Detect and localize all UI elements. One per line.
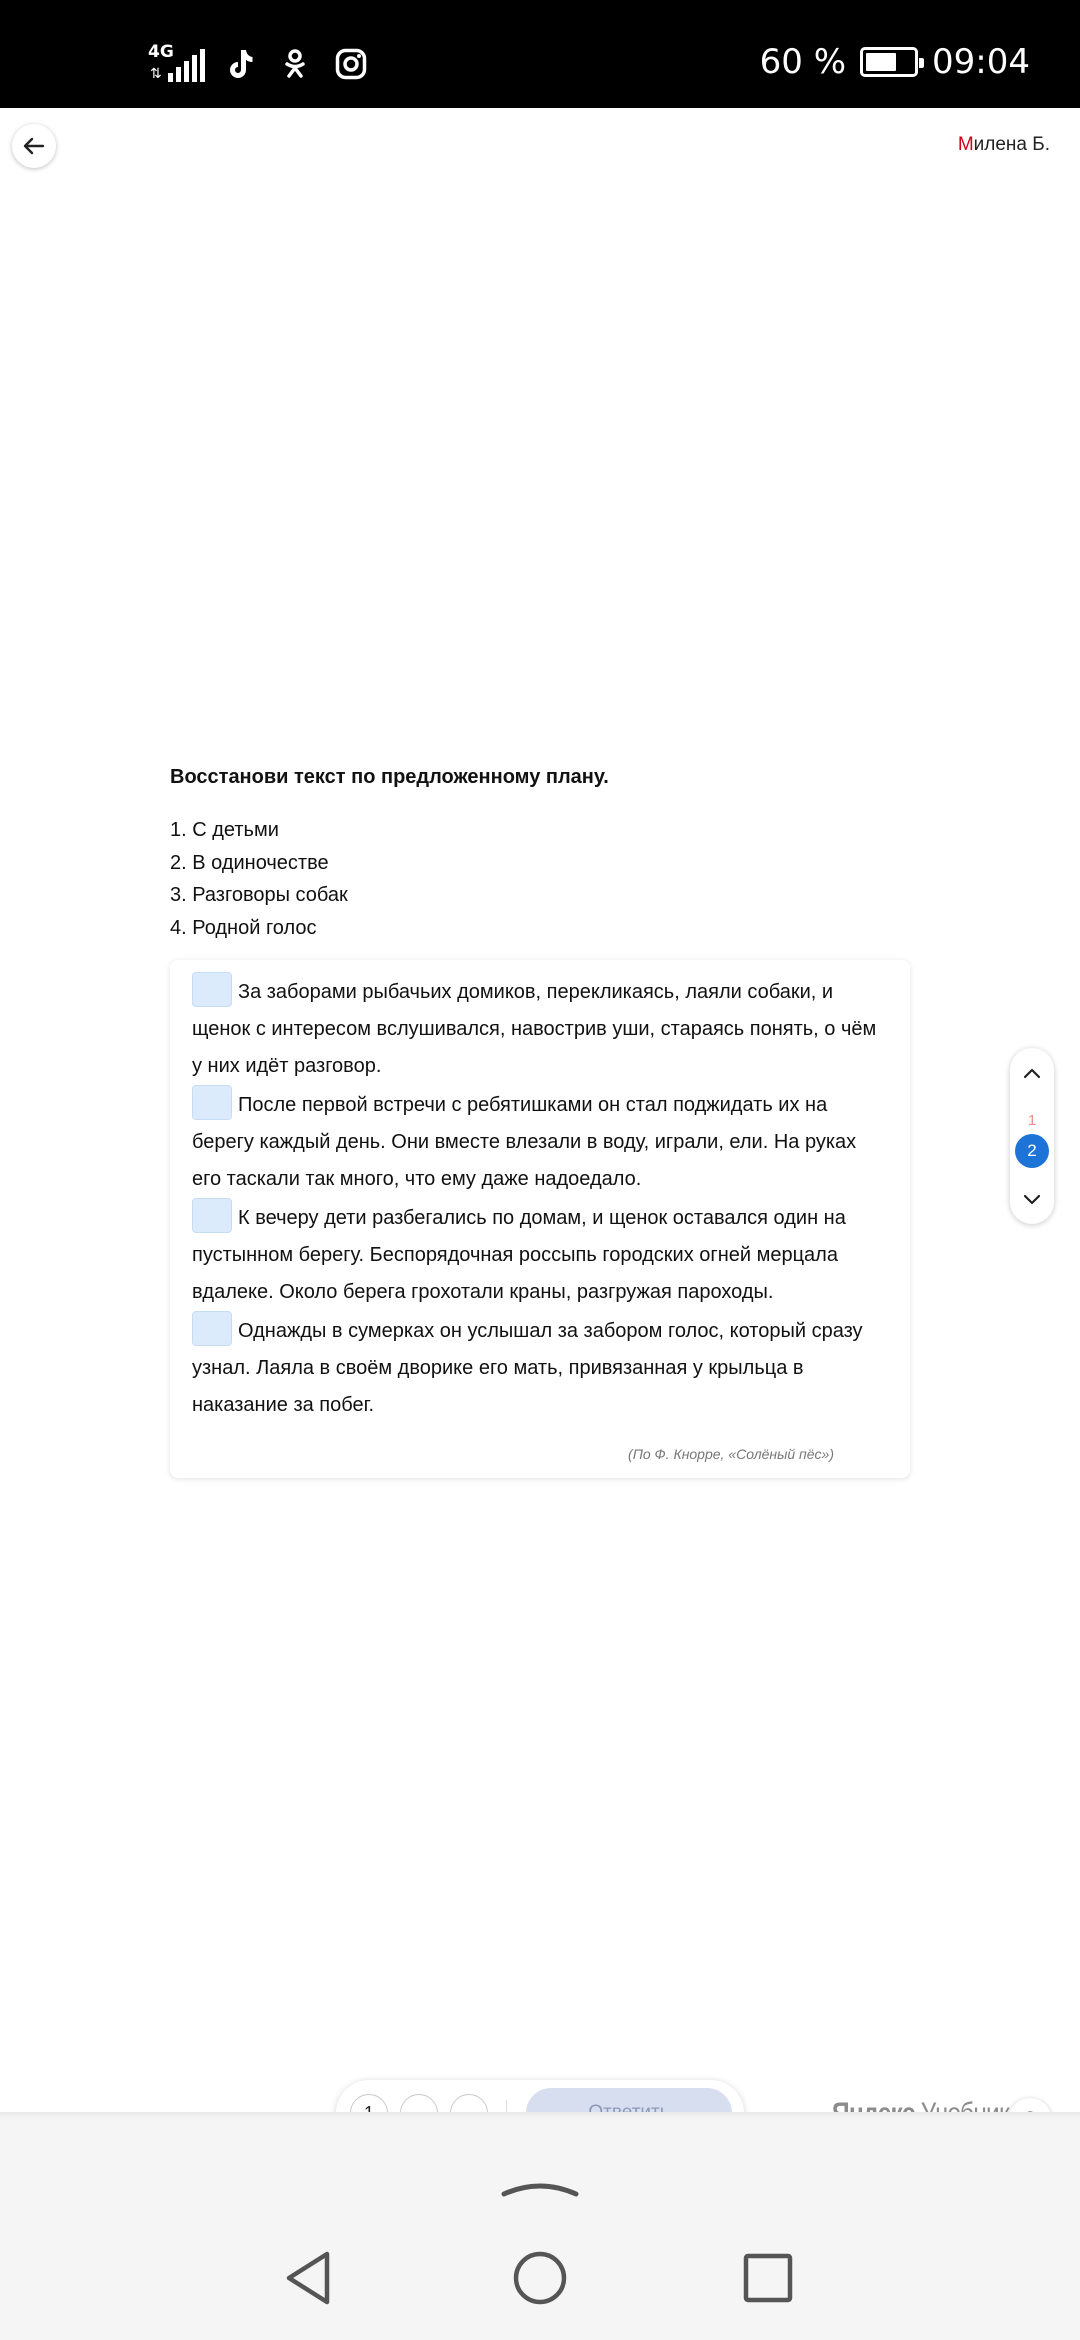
- battery-percent: 60 %: [759, 42, 847, 82]
- task-title: Восстанови текст по предложенному плану.: [170, 766, 609, 788]
- battery-icon: [860, 47, 918, 77]
- odnoklassniki-icon: [278, 47, 312, 81]
- source-citation: (По Ф. Кнорре, «Солёный пёс»): [628, 1446, 834, 1462]
- swipe-up-handle-icon[interactable]: [500, 2174, 580, 2200]
- nav-home-button[interactable]: [510, 2248, 570, 2308]
- paragraph-text: После первой встречи с ребятишками он стал поджидать их на берегу каждый день. Они вместе влезали в воду, играли, ели. На руках его таскали так много, что ему даже надоедало.: [192, 1094, 857, 1190]
- circle-home-icon: [512, 2250, 568, 2306]
- triangle-back-icon: [283, 2250, 333, 2306]
- data-arrows-icon: ⇅: [150, 65, 162, 81]
- back-button[interactable]: [12, 124, 56, 168]
- pager-page-current[interactable]: 2: [1015, 1134, 1049, 1168]
- text-card: [170, 960, 910, 1478]
- status-left: [148, 44, 368, 84]
- answer-slot[interactable]: [192, 1085, 232, 1120]
- user-name-rest: илена Б.: [973, 134, 1050, 155]
- pager-page-1[interactable]: 1: [1027, 1112, 1037, 1129]
- task-pager: [1010, 1048, 1054, 1224]
- nav-recents-button[interactable]: [738, 2248, 798, 2308]
- instagram-icon: [334, 47, 368, 81]
- paragraph: [192, 972, 888, 1085]
- answer-slot[interactable]: [192, 1198, 232, 1233]
- plan-item: 3. Разговоры собак: [170, 884, 348, 906]
- status-bar: [0, 0, 1080, 108]
- answer-slot[interactable]: [192, 972, 232, 1007]
- paragraph-text: К вечеру дети разбегались по домам, и щенок оставался один на пустынном берегу. Беспорядочная россыпь городских огней мерцала вдалеке. Около берега грохотали краны, разгружая пароходы.: [192, 1207, 846, 1303]
- plan-list: [170, 814, 348, 944]
- nav-back-button[interactable]: [278, 2248, 338, 2308]
- user-name-initial: М: [957, 134, 974, 155]
- cellular-signal-icon: [148, 44, 200, 84]
- user-name[interactable]: [958, 134, 1050, 156]
- chevron-down-icon: [1023, 1194, 1041, 1205]
- plan-item: 4. Родной голос: [170, 916, 317, 939]
- paragraph: [192, 1198, 888, 1311]
- paragraph: [192, 1085, 888, 1198]
- pager-up-button[interactable]: [1010, 1058, 1054, 1088]
- plan-item: 2. В одиночестве: [170, 851, 329, 874]
- answer-slot[interactable]: [192, 1311, 232, 1346]
- pager-down-button[interactable]: [1010, 1184, 1054, 1214]
- chevron-up-icon: [1023, 1068, 1041, 1079]
- network-type: 4G: [148, 42, 174, 62]
- paragraph-text: Однажды в сумерках он услышал за забором голос, который сразу узнал. Лаяла в своём дворике его мать, привязанная у крыльца в наказание за побег.: [192, 1320, 863, 1416]
- plan-item: 1. С детьми: [170, 819, 279, 841]
- status-right: [760, 42, 1030, 82]
- paragraph-text: За заборами рыбачьих домиков, перекликаясь, лаяли собаки, и щенок с интересом вслушивался, навострив уши, стараясь понять, о чём у них идёт разговор.: [192, 981, 877, 1077]
- arrow-left-icon: [23, 137, 45, 155]
- paragraph: [192, 1311, 888, 1424]
- square-recents-icon: [742, 2252, 794, 2304]
- clock: 09:04: [932, 42, 1030, 82]
- tiktok-icon: [222, 47, 256, 81]
